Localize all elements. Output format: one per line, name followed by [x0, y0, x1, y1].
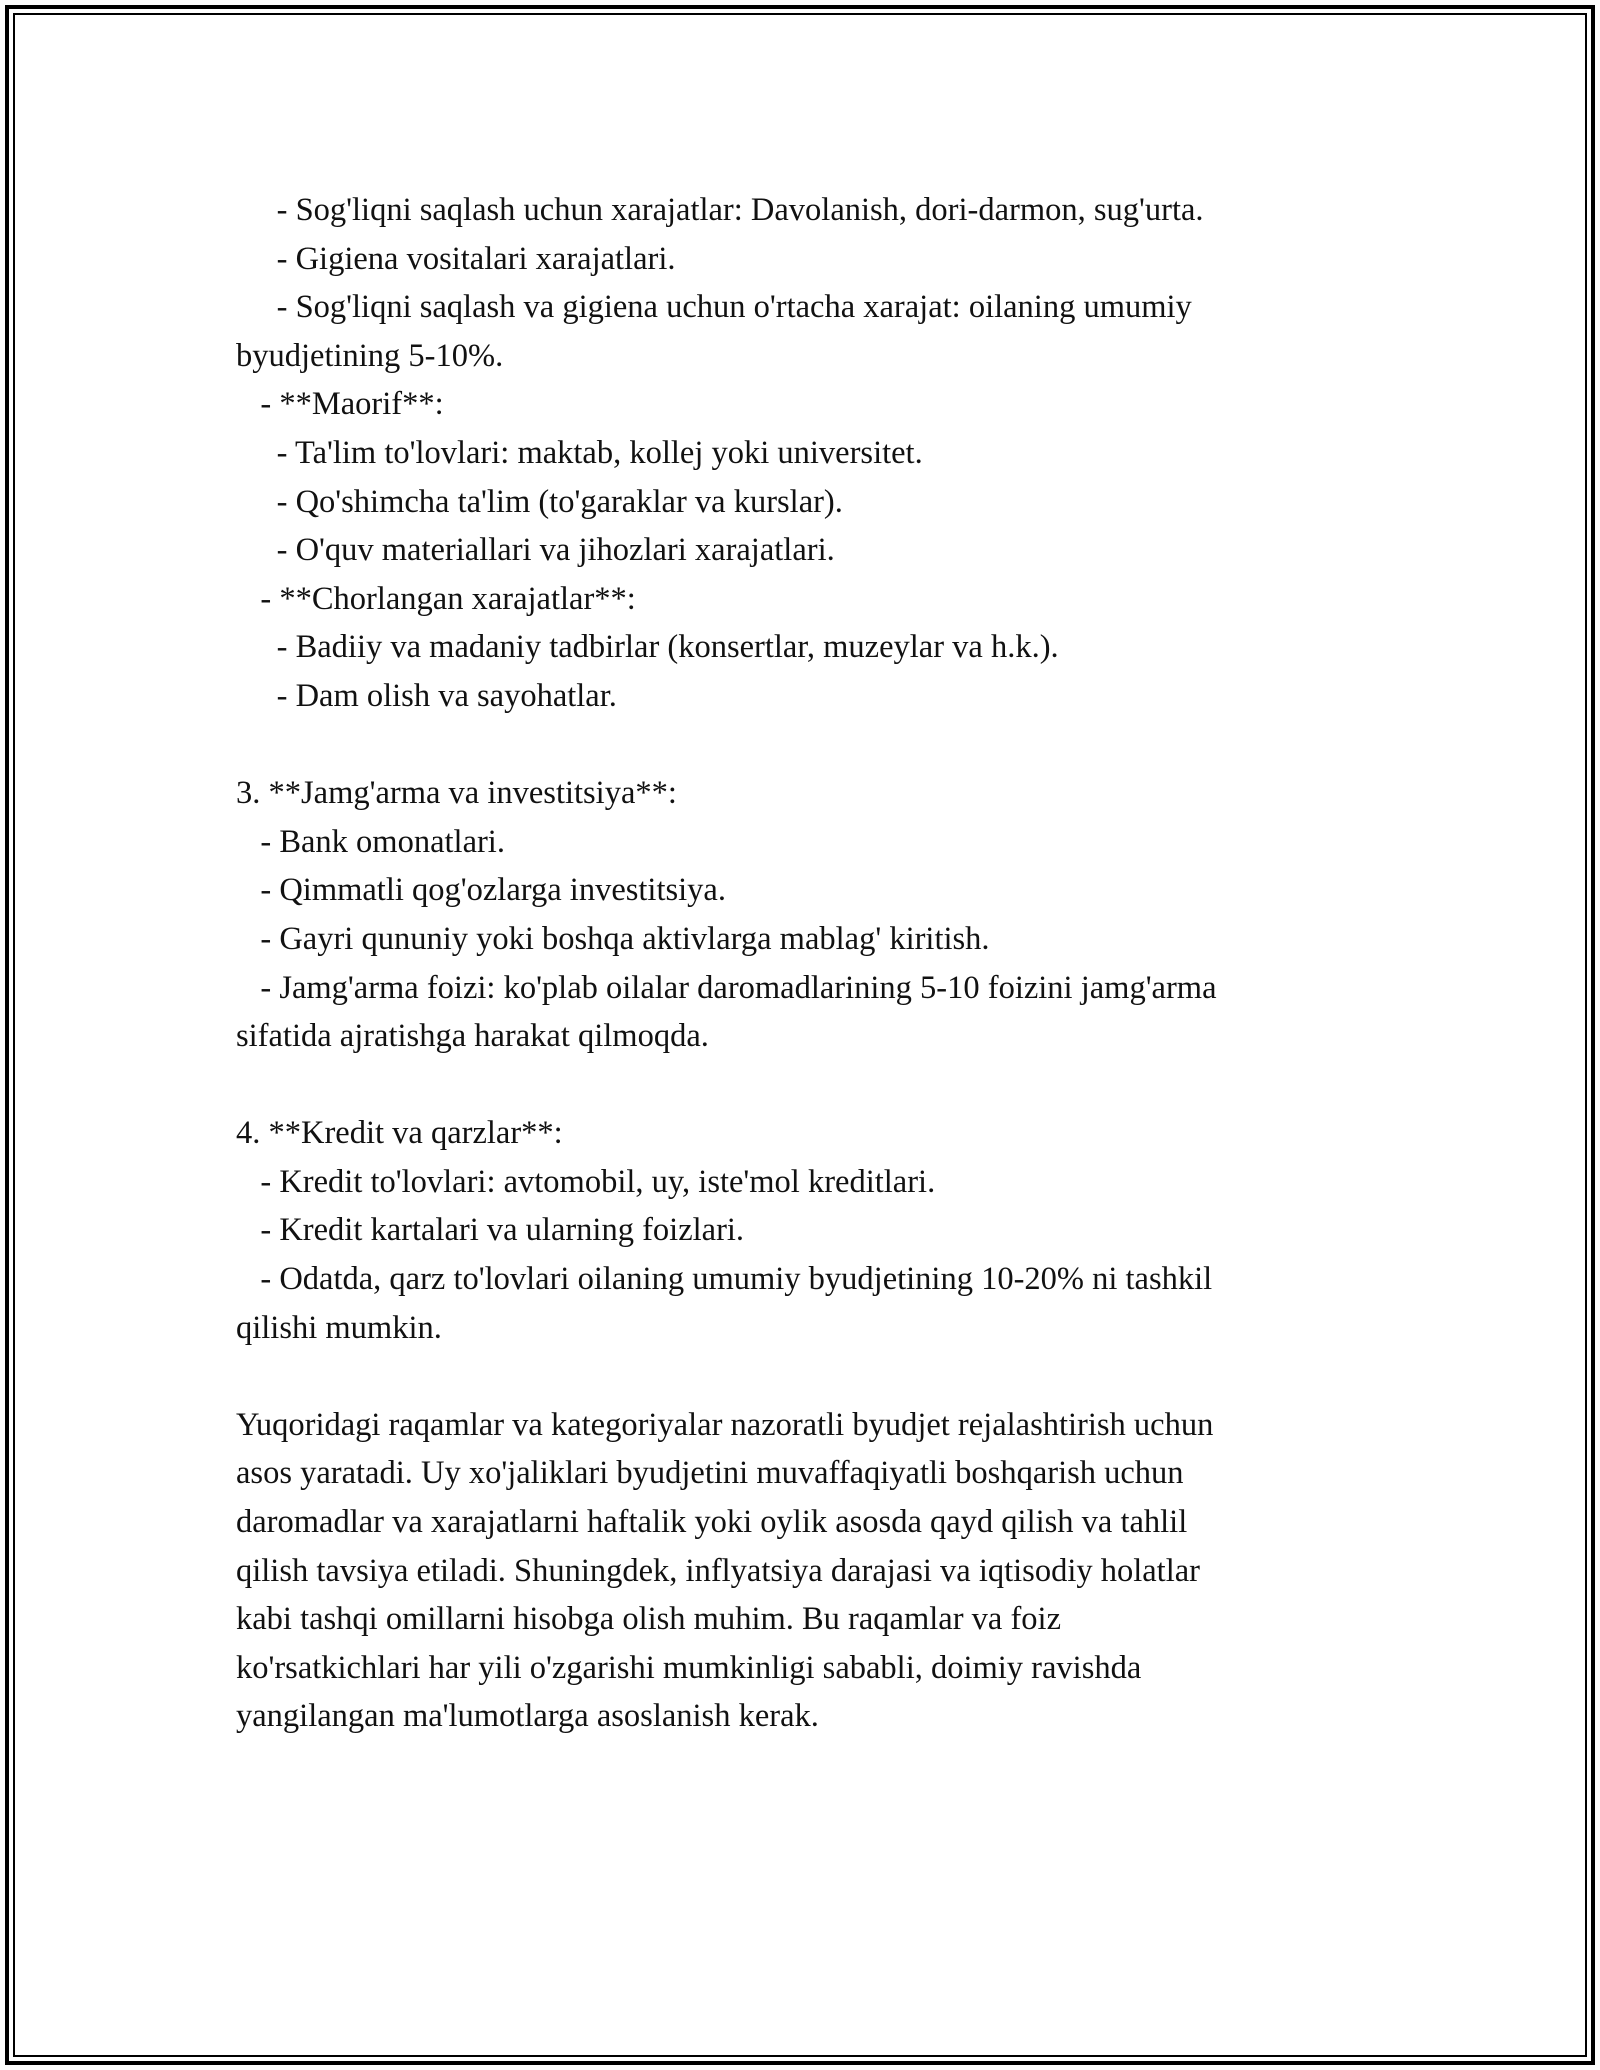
paragraph-spacer	[236, 1061, 1366, 1110]
text-line: asos yaratadi. Uy xo'jaliklari byudjetini muvaffaqiyatli boshqarish uchun	[236, 1455, 1184, 1492]
text-line: - Badiiy va madaniy tadbirlar (konsertlar, muzeylar va h.k.).	[236, 629, 1059, 666]
text-line: daromadlar va xarajatlarni haftalik yoki oylik asosda qayd qilish va tahlil	[236, 1504, 1188, 1541]
text-line: ko'rsatkichlari har yili o'zgarishi mumkinligi sababli, doimiy ravishda	[236, 1649, 1142, 1686]
text-line: yangilangan ma'lumotlarga asoslanish kerak.	[236, 1698, 819, 1735]
text-line: - Qo'shimcha ta'lim (to'garaklar va kurslar).	[236, 483, 843, 520]
text-line: - Dam olish va sayohatlar.	[236, 677, 617, 714]
text-line: - Ta'lim to'lovlari: maktab, kollej yoki universitet.	[236, 434, 923, 471]
text-line: - Gayri qununiy yoki boshqa aktivlarga mablag' kiritish.	[236, 920, 990, 957]
text-line: Yuqoridagi raqamlar va kategoriyalar nazoratli byudjet rejalashtirish uchun	[236, 1406, 1214, 1443]
text-line: - Jamg'arma foizi: ko'plab oilalar daromadlarining 5-10 foizini jamg'arma	[236, 969, 1217, 1006]
section-heading: 3. **Jamg'arma va investitsiya**:	[236, 775, 677, 812]
text-line: - Sog'liqni saqlash uchun xarajatlar: Davolanish, dori-darmon, sug'urta.	[236, 192, 1204, 228]
credit-debt-section	[236, 1109, 1366, 1352]
document-body	[236, 186, 1366, 1741]
text-line: kabi tashqi omillarni hisobga olish muhim. Bu raqamlar va foiz	[236, 1601, 1061, 1638]
section-heading: 4. **Kredit va qarzlar**:	[236, 1115, 563, 1152]
text-line: - O'quv materiallari va jihozlari xarajatlari.	[236, 532, 835, 569]
text-line: - Sog'liqni saqlash va gigiena uchun o'rtacha xarajat: oilaning umumiy	[236, 289, 1192, 326]
savings-investment-section	[236, 769, 1366, 1061]
text-line: - Bank omonatlari.	[236, 823, 505, 860]
health-education-leisure-section	[236, 186, 1366, 721]
text-line: - Qimmatli qog'ozlarga investitsiya.	[236, 872, 726, 909]
text-line: byudjetining 5-10%.	[236, 337, 504, 374]
text-line: qilish tavsiya etiladi. Shuningdek, inflyatsiya darajasi va iqtisodiy holatlar	[236, 1552, 1200, 1589]
text-line: sifatida ajratishga harakat qilmoqda.	[236, 1018, 709, 1055]
text-line: - Odatda, qarz to'lovlari oilaning umumiy byudjetining 10-20% ni tashkil	[236, 1261, 1213, 1298]
paragraph-spacer	[236, 1352, 1366, 1401]
text-line: - Gigiena vositalari xarajatlari.	[236, 240, 676, 277]
text-line: - Kredit kartalari va ularning foizlari.	[236, 1212, 745, 1249]
text-line: qilishi mumkin.	[236, 1309, 442, 1346]
conclusion-paragraph	[236, 1401, 1366, 1741]
text-line: - **Maorif**:	[236, 386, 444, 423]
paragraph-spacer	[236, 721, 1366, 770]
text-line: - **Chorlangan xarajatlar**:	[236, 580, 636, 617]
text-line: - Kredit to'lovlari: avtomobil, uy, iste'mol kreditlari.	[236, 1163, 936, 1200]
